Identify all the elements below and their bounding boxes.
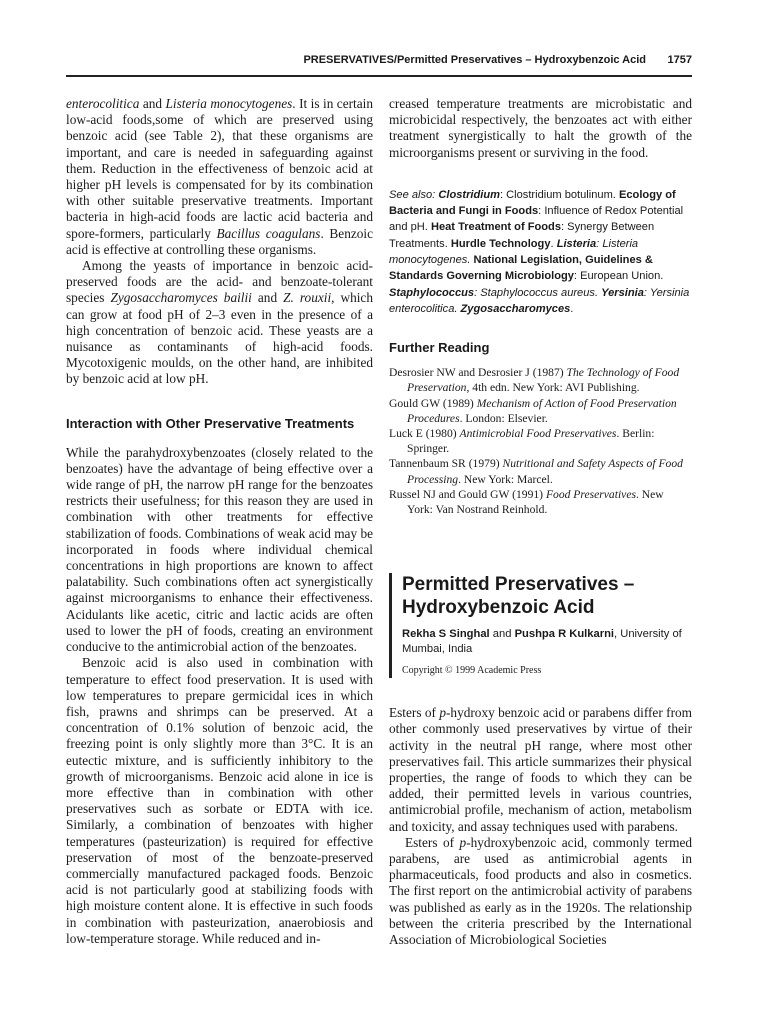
author-line: [402, 627, 692, 657]
text-span: . It is in certain low-acid foods,some of which are preserved using benzoic acid (see Table 2), that these organisms are important, and care is needed in safeguarding against them. Reduction in the effectiveness of benzoic acid at higher pH levels is compensated for by its combination with other suitable preservative treatments. Important bacteria in high-acid foods are lactic acid bacteria and spore-formers, particularly: [66, 96, 373, 241]
running-header: [66, 50, 692, 70]
running-title: PRESERVATIVES/Permitted Preservatives – Hydroxybenzoic Acid: [303, 54, 646, 66]
text-span: . Berlin: Springer.: [407, 427, 655, 456]
cross-ref-link[interactable]: Hurdle Technology: [450, 237, 551, 250]
left-column: [66, 96, 373, 947]
article-title: [402, 573, 692, 619]
text-span: and: [251, 290, 284, 306]
text-span: Antimicrobial Food Preservatives: [459, 427, 617, 440]
see-also-block: [389, 187, 692, 317]
cross-ref-link[interactable]: Staphylococcus: [389, 286, 475, 299]
text-span: Russel NJ and Gould GW (1991): [389, 487, 546, 501]
text-span: Among the yeasts of importance in benzoic acid-preserved foods are the acid- and benzoate-tolerant species: [66, 258, 373, 306]
text-span: and: [489, 628, 515, 641]
text-span: . New York: Marcel.: [458, 472, 553, 486]
text-span: : Listeria monocytogenes.: [389, 237, 639, 266]
text-span: : Clostridium botulinum.: [499, 188, 619, 201]
reference-item: [389, 396, 692, 426]
text-span: . London: Elsevier.: [459, 411, 548, 425]
species-term: enterocolitica: [66, 96, 140, 111]
text-span: , which can grow at food pH of 2–3 even in the presence of a high concentration of benzoic acid. These yeasts are a nuisance as contaminants of high-acid foods. Mycotoxigenic moulds, on the other hand, are inhibited by benzoic acid at low pH.: [66, 290, 373, 387]
text-span: -hydroxy benzoic acid or parabens differ from other commonly used preservatives by virtue of their activity in the neutral pH range, where most other preservatives fail. This article summarizes their physical properties, the range of foods to which they can be added, their permitted levels in various countries, antimicrobial profile, mechanism of action, metabolism and toxicity, and assay techniques used with parabens.: [389, 705, 692, 834]
species-term: Z. rouxii: [283, 290, 332, 306]
paragraph-temperature: Benzoic acid is also used in combination with temperature to effect food preservation. It is used with low temperatures to prepare germicidal ices in which fish, prawns and shrimps can be preserved. At a concentration of 0.1% solution of benzoic acid, the freezing point is only slightly more than 3°C. It is an eutectic mixture, and is sufficiently inhibitory to the growth of microorganisms. Benzoic acid alone in ice is more effective than in combination with other preservatives such as sorbate or EDTA with ice. Similarly, a combination of benzoates with higher temperatures (pasteurization) is required for effective preservation of most of the benzoate-preserved commercially manufactured packaged foods. Benzoic acid is not particularly good at stabilizing foods with high moisture content alone. It is effective in such foods in combination with pasteurization, anaerobiosis and low-temperature storage. While reduced and in-: [66, 655, 373, 946]
cross-ref-link[interactable]: Heat Treatment of Foods: [430, 221, 561, 234]
text-span: : Influence of Redox Potential and pH.: [389, 205, 684, 234]
text-span: . Benzoic acid is effective at controlling these organisms.: [66, 225, 373, 257]
text-span: The Technology of Food Preservation: [407, 366, 680, 395]
header-rule: [66, 75, 692, 77]
text-span: p: [459, 834, 467, 850]
text-span: , 4th edn. New York: AVI Publishing.: [466, 381, 640, 395]
article-title-block: [389, 573, 692, 678]
text-span: : Synergy Between Treatments.: [389, 221, 655, 250]
author-name: Pushpa R Kulkarni: [514, 628, 615, 641]
cross-ref-link[interactable]: National Legislation, Guidelines & Standards Governing Microbiology: [389, 254, 653, 283]
reference-item: [389, 487, 692, 517]
text-span: Permitted Preservatives –: [402, 574, 635, 596]
text-span: p: [439, 705, 446, 721]
paragraph-combinations: While the parahydroxybenzoates (closely related to the benzoates) have the advantage of being effective over a wide range of pH, the narrow pH range for the benzoates restricts their usefulness; for this reason they are used in combination with other treatments for effective stabilization of foods. Combinations of weak acid may be incorporated in foods where individual chemical concentrations in high proportions are known to affect palatability. Such combinations often act synergistically against microorganisms to enhance their effectiveness. Acidulants like acetic, citric and lactic acids are often used to lower the pH of foods, creating an environment conducive to the antimicrobial action of the benzoates.: [66, 444, 373, 655]
cross-ref-link[interactable]: Clostridium: [438, 188, 500, 201]
see-also-label: See also:: [389, 188, 439, 201]
right-column: [389, 96, 692, 948]
text-span: . New York: Van Nostrand Reinhold.: [407, 487, 664, 517]
text-span: .: [570, 302, 574, 315]
cross-ref-link[interactable]: Yersinia: [601, 286, 644, 299]
text-span: Desrosier NW and Desrosier J (1987): [389, 366, 567, 380]
paragraph-continued: creased temperature treatments are microbistatic and microbicidal respectively, the benzoates act with either treatment synergistically to halt the growth of the microorganisms present or surviving in the food.: [389, 96, 692, 160]
text-span: Esters of: [405, 834, 460, 850]
paragraph-yeasts: [66, 258, 373, 388]
text-span: Esters of: [389, 705, 440, 721]
reference-item: [389, 365, 692, 395]
cross-ref-link[interactable]: Listeria: [556, 237, 597, 250]
text-span: Food Preservatives: [545, 487, 636, 501]
paragraph-intro: [389, 835, 692, 948]
text-span: Nutritional and Safety Aspects of Food Processing: [407, 457, 683, 486]
paragraph-abstract: [389, 705, 692, 835]
cross-ref-link[interactable]: Ecology of Bacteria and Fungi in Foods: [389, 188, 676, 218]
author-name: Rekha S Singhal: [402, 628, 490, 641]
text-span: : European Union.: [573, 270, 664, 283]
text-span: : Staphylococcus aureus.: [474, 286, 602, 299]
further-reading-heading: Further Reading: [389, 340, 490, 356]
text-span: Gould GW (1989): [389, 396, 477, 410]
text-span: Tannenbaum SR (1979): [389, 457, 503, 471]
reference-item: [389, 426, 692, 456]
text-span: Luck E (1980): [389, 427, 460, 440]
species-term: Listeria monocytogenes: [165, 96, 293, 111]
text-span: Mechanism of Action of Food Preservation Procedures: [407, 396, 677, 425]
page-number: 1757: [667, 54, 692, 66]
text-span: and: [139, 96, 166, 111]
text-span: -hydroxybenzoic acid, commonly termed parabens, are used as antimicrobial agents in pharmaceuticals, food products and also in cosmetics. The first report on the antimicrobial activity of parabens was published as early as in the 1920s. The relationship between the criteria prescribed by the International Association of Microbiological Societies: [389, 834, 692, 948]
reference-item: [389, 456, 692, 486]
affiliation: , University of Mumbai, India: [402, 628, 682, 656]
copyright-line: Copyright © 1999 Academic Press: [402, 665, 542, 677]
species-term: Zygosaccharomyces bailii: [110, 290, 252, 306]
text-span: : Yersinia enterocolitica.: [389, 286, 690, 315]
section-heading-interaction: Interaction with Other Preservative Treatments: [66, 415, 355, 431]
paragraph-organisms: [66, 96, 373, 258]
text-span: Hydroxybenzoic Acid: [402, 597, 595, 619]
cross-ref-link[interactable]: Zygosaccharomyces: [460, 302, 571, 315]
species-term: Bacillus coagulans: [216, 225, 321, 241]
text-span: .: [550, 237, 557, 250]
reference-list: [389, 365, 692, 517]
